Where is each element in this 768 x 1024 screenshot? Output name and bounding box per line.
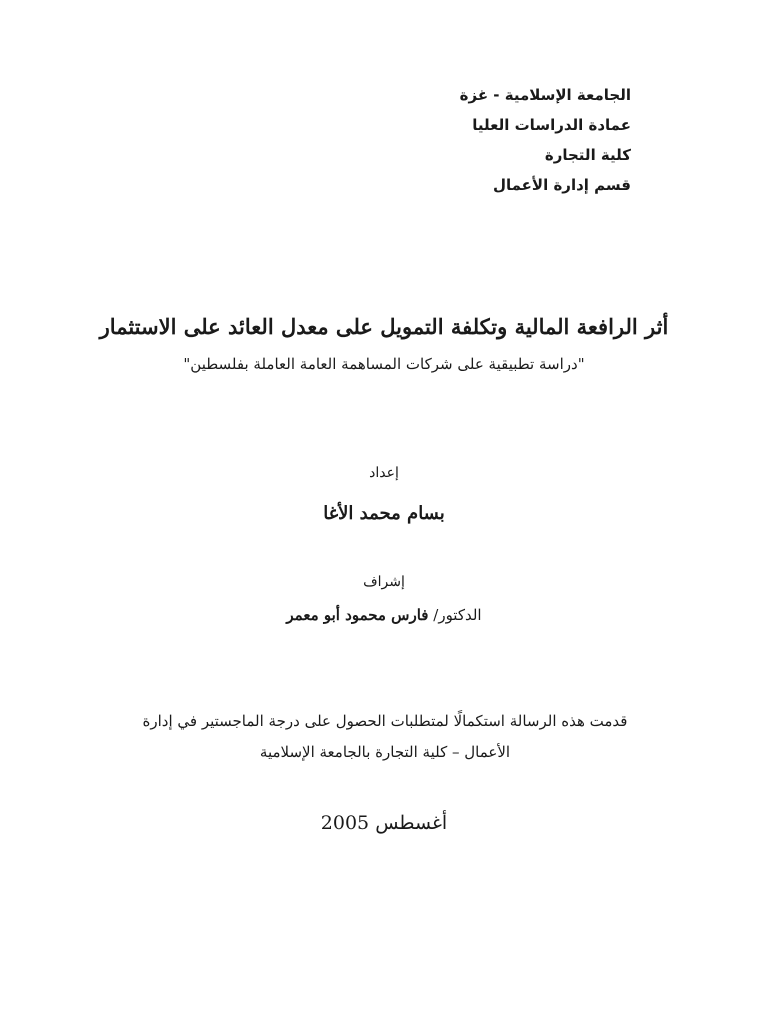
date-year: 2005	[320, 812, 370, 834]
statement-line-1: قدمت هذه الرسالة استكمالًا لمتطلبات الحصول على درجة الماجستير في إدارة	[142, 712, 628, 730]
supervisor-title: الدكتور/	[433, 606, 482, 624]
thesis-subtitle: "دراسة تطبيقية على شركات المساهمة العامة العاملة بفلسطين"	[183, 355, 585, 373]
supervisor-name: فارس محمود أبو معمر	[286, 606, 429, 624]
thesis-title: أثر الرافعة المالية وتكلفة التمويل على معدل العائد على الاستثمار	[99, 314, 669, 339]
author-name: بسام محمد الأغا	[323, 503, 445, 524]
supervision-label: إشراف	[363, 574, 405, 590]
university-name: الجامعة الإسلامية - غزة	[459, 86, 631, 104]
supervisor-line	[0, 606, 768, 624]
prepared-by-label: إعداد	[369, 465, 399, 481]
faculty-name: كلية التجارة	[544, 146, 631, 164]
date-month: أغسطس	[375, 812, 448, 834]
institution-header	[460, 80, 631, 200]
deanship-name: عمادة الدراسات العليا	[472, 116, 631, 134]
department-name: قسم إدارة الأعمال	[492, 176, 631, 194]
submission-date	[0, 812, 768, 834]
submission-statement	[140, 706, 630, 768]
statement-line-2: الأعمال – كلية التجارة بالجامعة الإسلامية	[259, 743, 511, 761]
